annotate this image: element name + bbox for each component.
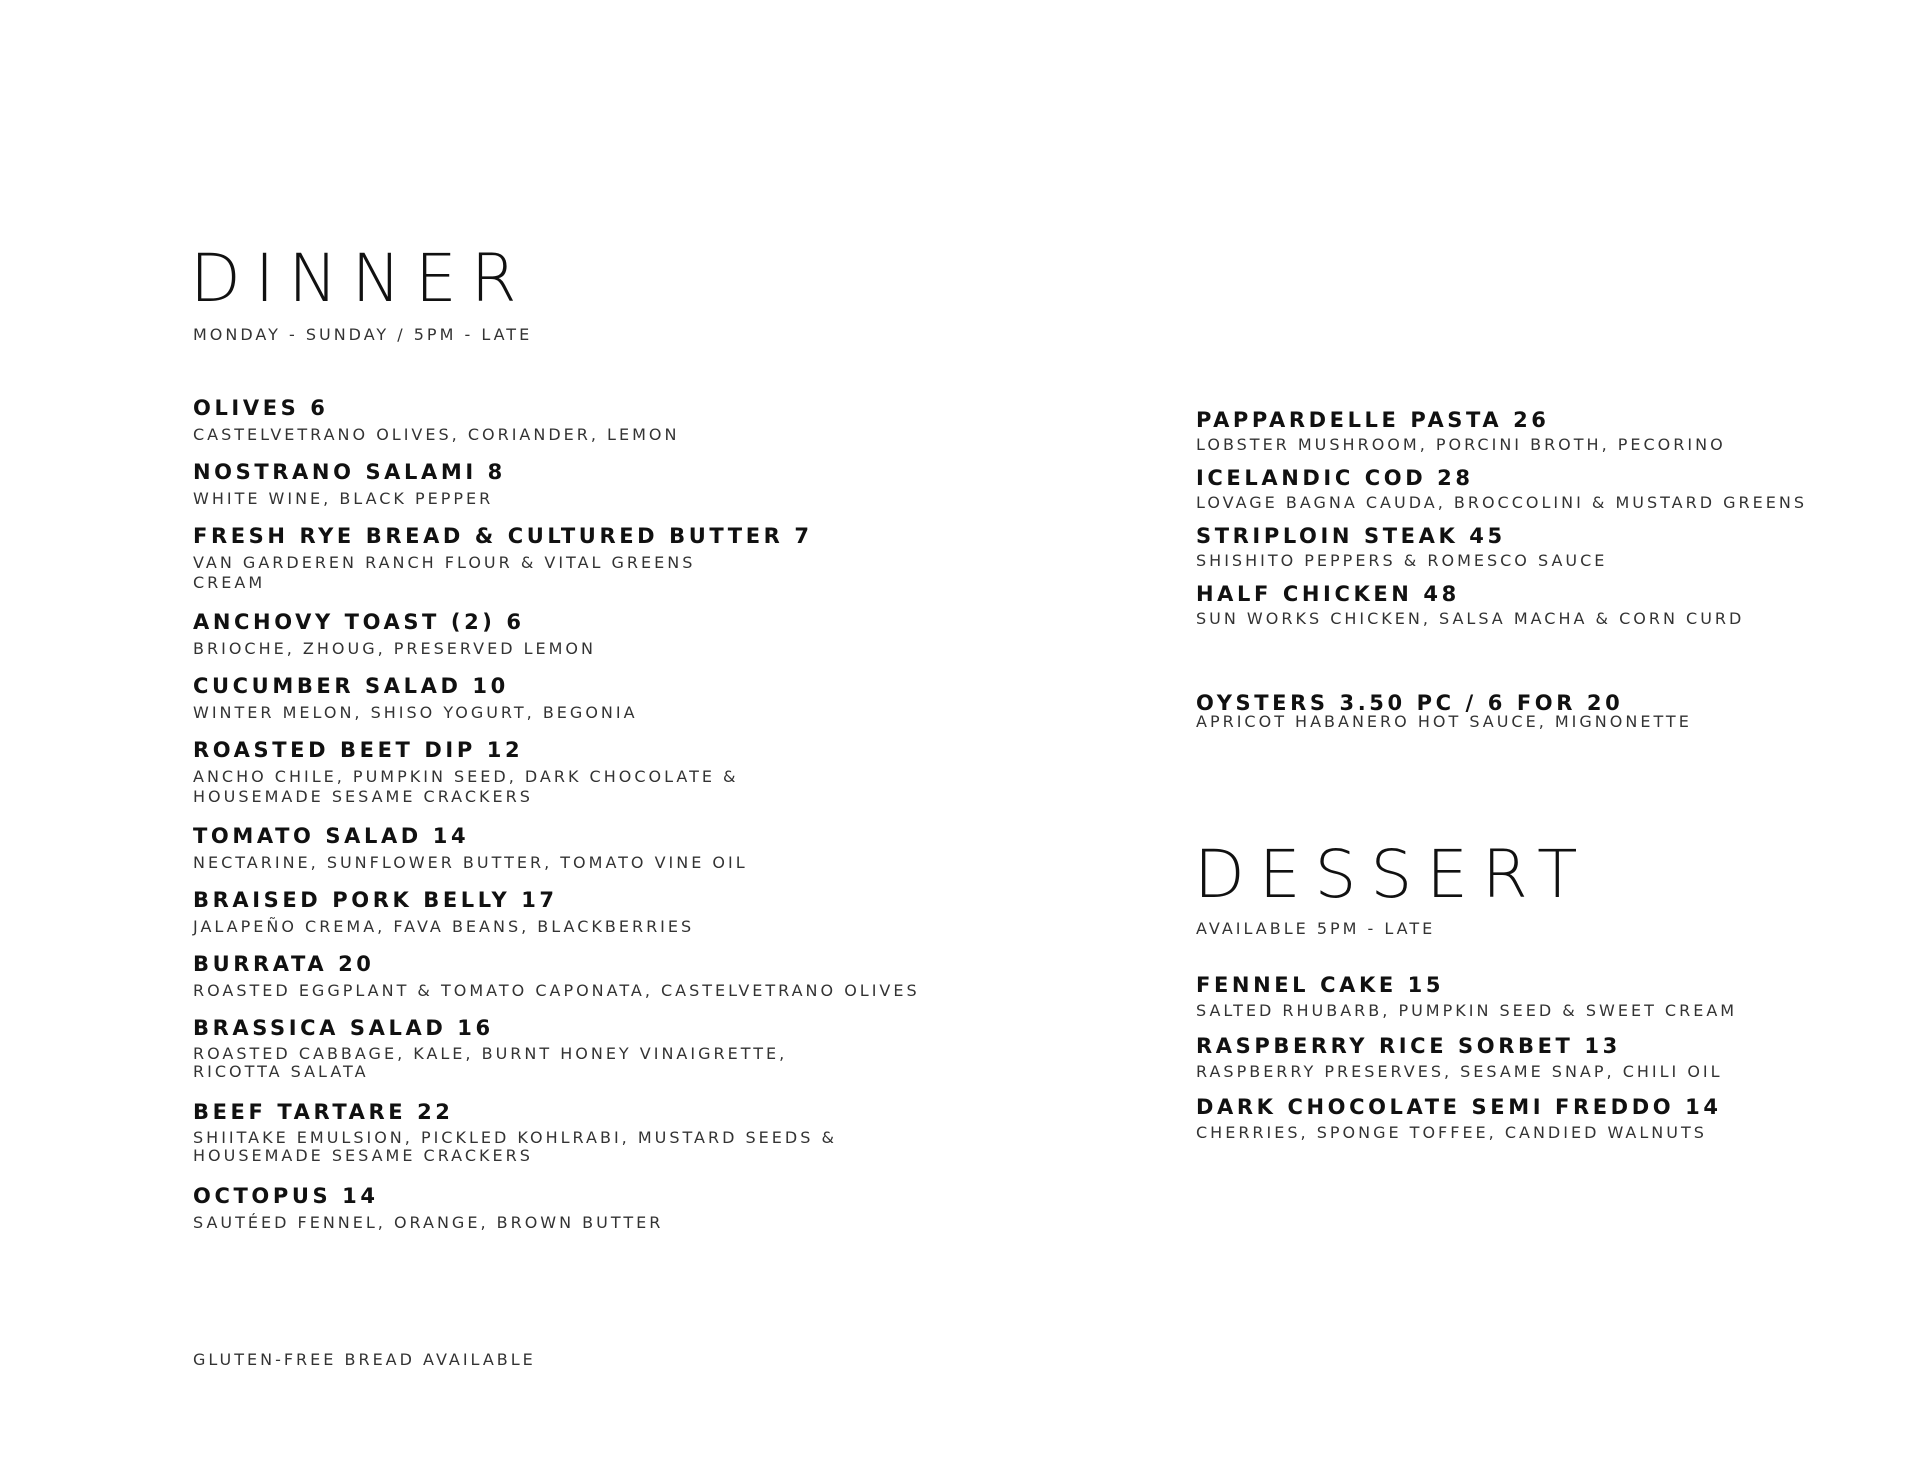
menu-item-desc: SHIITAKE EMULSION, PICKLED KOHLRABI, MUSTARD SEEDS & HOUSEMADE SESAME CRACKERS [193,1128,837,1165]
menu-item-name: HALF CHICKEN 48 [1196,582,1460,606]
menu-item-name: BRASSICA SALAD 16 [193,1016,494,1040]
menu-item-desc: SAUTÉED FENNEL, ORANGE, BROWN BUTTER [193,1213,664,1232]
menu-item [1196,1031,1916,1092]
menu-item [193,1013,1013,1097]
dessert-items [1196,970,1916,1153]
menu-item [1196,521,1916,579]
menu-item [193,735,1013,821]
menu-item [1196,405,1916,463]
dinner-items [193,393,1013,1245]
menu-item-desc: LOVAGE BAGNA CAUDA, BROCCOLINI & MUSTARD GREENS [1196,493,1807,512]
menu-item [193,949,1013,1013]
menu-item-desc: SUN WORKS CHICKEN, SALSA MACHA & CORN CURD [1196,609,1745,628]
gluten-free-note: GLUTEN-FREE BREAD AVAILABLE [193,1350,536,1369]
menu-item-desc: ROASTED CABBAGE, KALE, BURNT HONEY VINAIGRETTE, RICOTTA SALATA [193,1044,788,1081]
menu-item-name: ICELANDIC COD 28 [1196,466,1474,490]
menu-item-desc: CASTELVETRANO OLIVES, CORIANDER, LEMON [193,425,680,444]
oysters-desc: APRICOT HABANERO HOT SAUCE, MIGNONETTE [1196,712,1692,731]
menu-item [1196,463,1916,521]
menu-item-desc: CHERRIES, SPONGE TOFFEE, CANDIED WALNUTS [1196,1123,1707,1142]
menu-item-desc: LOBSTER MUSHROOM, PORCINI BROTH, PECORINO [1196,435,1726,454]
menu-item-name: BRAISED PORK BELLY 17 [193,888,558,912]
menu-item [193,393,1013,457]
menu-item-name: TOMATO SALAD 14 [193,824,470,848]
oysters-name: OYSTERS 3.50 PC / 6 FOR 20 [1196,691,1624,715]
menu-item-desc: JALAPEÑO CREMA, FAVA BEANS, BLACKBERRIES [193,917,695,936]
menu-item-name: FRESH RYE BREAD & CULTURED BUTTER 7 [193,524,813,548]
menu-item-desc: SHISHITO PEPPERS & ROMESCO SAUCE [1196,551,1608,570]
menu-item-desc: VAN GARDEREN RANCH FLOUR & VITAL GREENS CREAM [193,553,696,592]
menu-item [193,457,1013,521]
menu-item-name: BURRATA 20 [193,952,375,976]
menu-item [193,885,1013,949]
dessert-title: DESSERT [1194,836,1592,913]
menu-item [193,671,1013,735]
mains-items [1196,405,1916,637]
menu-item-desc: RASPBERRY PRESERVES, SESAME SNAP, CHILI OIL [1196,1062,1723,1081]
menu-item [193,607,1013,671]
menu-item-name: STRIPLOIN STEAK 45 [1196,524,1506,548]
menu-item-name: RASPBERRY RICE SORBET 13 [1196,1034,1621,1058]
menu-item-desc: ROASTED EGGPLANT & TOMATO CAPONATA, CASTELVETRANO OLIVES [193,981,920,1000]
menu-item-name: ANCHOVY TOAST (2) 6 [193,610,525,634]
menu-item-name: OCTOPUS 14 [193,1184,379,1208]
menu-item-desc: BRIOCHE, ZHOUG, PRESERVED LEMON [193,639,596,658]
menu-item-name: NOSTRANO SALAMI 8 [193,460,506,484]
menu-item-name: DARK CHOCOLATE SEMI FREDDO 14 [1196,1095,1722,1119]
menu-item [1196,970,1916,1031]
menu-item-desc: WHITE WINE, BLACK PEPPER [193,489,494,508]
menu-item [193,521,1013,607]
menu-item [193,1097,1013,1181]
menu-item-desc: WINTER MELON, SHISO YOGURT, BEGONIA [193,703,638,722]
dinner-title: DINNER [190,240,531,317]
menu-item-name: PAPPARDELLE PASTA 26 [1196,408,1550,432]
menu-item [193,821,1013,885]
dessert-hours: AVAILABLE 5PM - LATE [1196,919,1436,938]
menu-item [1196,1092,1916,1153]
menu-item-name: CUCUMBER SALAD 10 [193,674,509,698]
dinner-hours: MONDAY - SUNDAY / 5PM - LATE [193,325,533,344]
menu-item-name: FENNEL CAKE 15 [1196,973,1445,997]
menu-item-name: BEEF TARTARE 22 [193,1100,454,1124]
oysters-block [1196,688,1692,732]
menu-item [1196,579,1916,637]
menu-item-name: OLIVES 6 [193,396,329,420]
menu-item [193,1181,1013,1245]
menu-item-desc: ANCHO CHILE, PUMPKIN SEED, DARK CHOCOLATE & HOUSEMADE SESAME CRACKERS [193,767,739,806]
menu-item-desc: SALTED RHUBARB, PUMPKIN SEED & SWEET CREAM [1196,1001,1738,1020]
menu-item-desc: NECTARINE, SUNFLOWER BUTTER, TOMATO VINE OIL [193,853,748,872]
menu-item-name: ROASTED BEET DIP 12 [193,738,524,762]
